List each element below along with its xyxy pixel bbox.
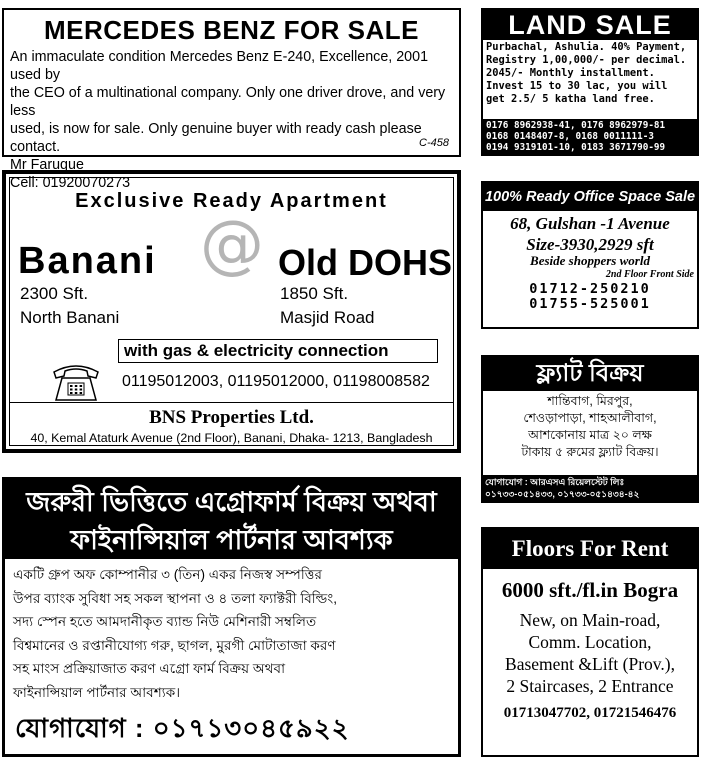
land-sale-body [483,40,697,107]
floors-rent-line: Basement &Lift (Prov.), [505,654,675,674]
area-old-dohs: Masjid Road [280,308,375,327]
office-phone: 01755-525001 [529,296,651,312]
land-sale-phones [483,119,697,154]
flat-sale-line: টাকায় ৫ রুমের ফ্ল্যাট বিক্রয়। [521,445,659,459]
flat-sale-title: ফ্ল্যাট বিক্রয় [483,357,697,391]
flat-sale-line: শান্তিবাগ, মিরপুর, [547,394,633,408]
location-banani: Banani [18,240,157,282]
office-landmark: Beside shoppers world [530,253,650,268]
office-floor: 2nd Floor Front Side [605,269,694,280]
mercedes-ad-line: used, is now for sale. Only genuine buyer with ready cash please contact. [10,121,422,155]
floors-rent-line: New, on Main-road, [519,610,661,630]
office-address: 68, Gulshan -1 Avenue [510,214,670,233]
flat-sale-body [483,391,697,461]
land-sale-line: get 2.5/ 5 katha land free. [486,93,655,105]
floors-rent-phones: 01713047702, 01721546476 [503,705,677,721]
agro-farm-title-line: জরুরী ভিত্তিতে এগ্রোফার্ম বিক্রয় অথবা [26,487,437,517]
flat-sale-phones: ০১৭৩৩-০৫১৪৩৩, ০১৭৩৩-০৫১৪৩৪-৪২ [485,489,640,499]
floors-rent-headline: 6000 sft./fl.in Bogra [501,578,679,602]
at-sign-graphic: @ [200,208,264,282]
mercedes-ad [2,8,461,191]
agro-farm-line: সহ মাংস প্রক্রিয়াজাত করণ এগ্রো ফার্ম বিক্রয় অথবা [13,661,286,676]
apartment-ad-inner-frame [9,177,454,446]
land-sale-phone-line: 0176 8962938-41, 0176 8962979-81 [486,120,666,131]
floors-rent-ad [481,527,699,757]
office-phone: 01712-250210 [529,281,651,297]
office-space-ad [481,181,699,329]
agro-farm-line: সদ্য স্পেন হতে আমদানীকৃত ব্যান্ড নিউ মেশিনারী সম্বলিত [13,614,317,629]
area-banani: North Banani [20,308,120,327]
mercedes-ad-title: MERCEDES BENZ FOR SALE [43,15,420,45]
land-sale-phone-line: 0194 9319101-10, 0183 3671790-99 [486,142,666,153]
land-sale-ad [481,8,699,156]
floors-rent-line: Comm. Location, [528,632,652,652]
land-sale-phone-line: 0168 0148407-8, 0168 0011111-3 [486,131,654,142]
mercedes-ad-line: An immaculate condition Mercedes Benz E-240, Excellence, 2001 used by [10,49,429,83]
agro-farm-title [5,480,458,559]
company-address: 40, Kemal Ataturk Avenue (2nd Floor), Banani, Dhaka- 1213, Bangladesh [30,431,433,445]
land-sale-line: Invest 15 to 30 lac, you will [486,80,668,92]
agro-farm-contact: যোগাযোগ : ০১৭১৩০৪৫৯২২ [15,713,350,743]
flat-sale-company: যোগাযোগ : আরএসএ রিয়েলস্টেট লিঃ [485,477,625,487]
mercedes-ad-contact-name: Mr Faruque [10,157,84,173]
agro-farm-line: একটি গ্রুপ অফ কোম্পানীর ৩ (তিন) একর নিজস্ব সম্পত্তির [13,567,322,582]
agro-farm-body [5,559,458,704]
apartment-ad-title: Exclusive Ready Apartment [75,190,388,212]
floors-rent-line: 2 Staircases, 2 Entrance [506,676,674,696]
land-sale-line: Purbachal, Ashulia. 40% Payment, [486,41,687,53]
office-space-title: 100% Ready Office Space Sale [483,183,697,211]
flat-sale-contact [483,475,697,501]
mercedes-ad-code: C-458 [419,137,449,149]
agro-farm-line: ফাইনান্সিয়াল পার্টনার আবশ্যক। [13,684,181,700]
land-sale-line: 2045/- Monthly installment. [486,67,655,79]
company-name: BNS Properties Ltd. [149,407,314,428]
apartment-phones: 01195012003, 01195012000, 01198008582 [122,373,430,390]
agro-farm-ad [2,477,461,757]
floors-rent-title: Floors For Rent [483,529,697,569]
size-banani: 2300 Sft. [20,284,89,303]
divider [10,402,453,403]
agro-farm-line: বিশ্বমানের ও রপ্তানীযোগ্য গরু, ছাগল, মুরগী মোটাতাজা করণ [13,637,336,653]
size-old-dohs: 1850 Sft. [280,284,349,303]
flat-sale-line: শেওড়াপাড়া, শাহআলীবাগ, [523,411,657,425]
land-sale-title: LAND SALE [483,10,697,40]
floors-rent-body [483,609,697,697]
office-size: Size-3930,2929 sft [526,235,654,254]
agro-farm-line: উপর ব্যাংক সুবিধা সহ সকল স্থাপনা ও ৪ তলা ফ্যাক্টরী বিল্ডিং, [13,590,337,606]
land-sale-line: Registry 1,00,000/- per decimal. [486,54,687,66]
mercedes-ad-cell: Cell: 01920070273 [10,175,131,191]
apartment-ad [2,170,461,453]
flat-sale-ad [481,355,699,503]
telephone-icon [50,360,102,404]
mercedes-ad-line: the CEO of a multinational company. Only one driver drove, and very less [10,85,446,119]
location-old-dohs: Old DOHS [278,242,453,283]
flat-sale-line: আশকোনায় মাত্র ২০ লক্ষ [528,428,652,442]
agro-farm-title-line: ফাইনান্সিয়াল পার্টনার আবশ্যক [70,525,393,555]
feature-box: with gas & electricity connection [118,339,438,363]
